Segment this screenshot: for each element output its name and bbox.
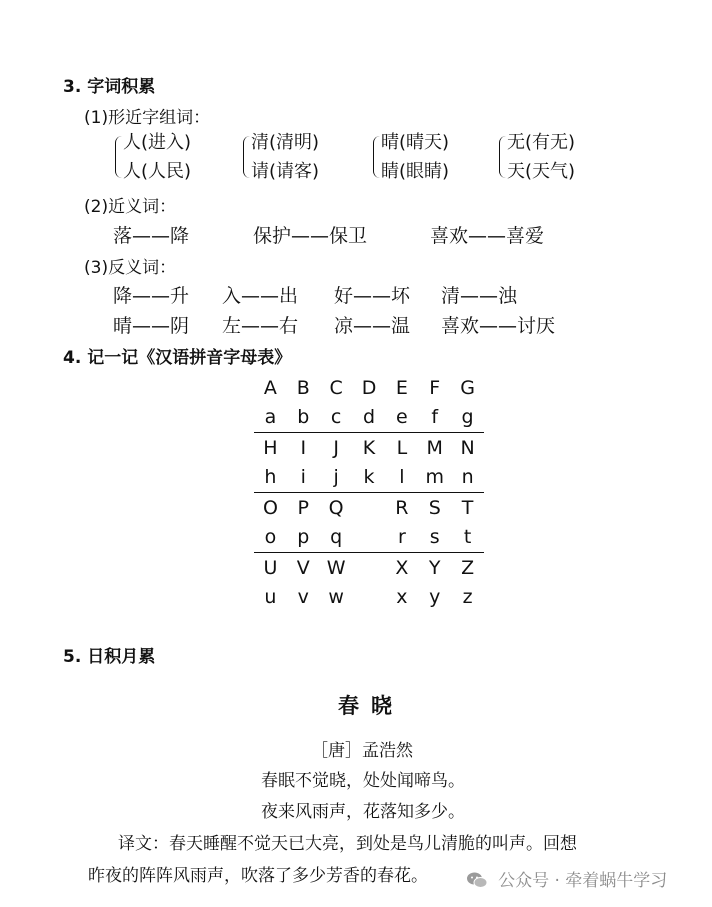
letter: R (395, 496, 409, 519)
letter: A (263, 376, 277, 399)
section-3-title: 3. 字词积累 (63, 77, 156, 97)
letter: D (361, 376, 377, 399)
letter: X (395, 556, 409, 579)
letter: M (426, 436, 443, 459)
word: 天(天气) (507, 161, 576, 182)
antonym-pair: 好——坏 (334, 285, 411, 307)
letter: B (296, 376, 310, 399)
letter: O (262, 496, 278, 519)
poem-line: 夜来风雨声，花落知多少。 (261, 802, 465, 822)
letter: m (425, 466, 444, 489)
wechat-icon (466, 871, 488, 893)
letter: a (264, 406, 277, 429)
brace-icon (115, 136, 123, 178)
word: 睛(眼睛) (381, 161, 450, 182)
synonym-pair: 落——降 (113, 225, 190, 247)
word: 请(请客) (251, 161, 320, 182)
letter: L (396, 436, 408, 459)
pinyin-alphabet-table (254, 373, 484, 612)
letter: Q (328, 496, 344, 519)
translation-line: 昨夜的阵阵风雨声，吹落了多少芳香的春花。 (88, 866, 428, 886)
letter: E (395, 376, 408, 399)
letter: v (297, 586, 309, 609)
section-5-title: 5. 日积月累 (63, 647, 156, 667)
letter: G (460, 376, 475, 399)
section-4-title: 4. 记一记《汉语拼音字母表》 (63, 348, 292, 368)
synonym-pair: 保护——保卫 (253, 225, 368, 247)
brace-icon (499, 136, 507, 178)
antonym-pair: 晴——阴 (113, 315, 190, 337)
word: 晴(晴天) (381, 132, 450, 153)
letter: q (330, 526, 343, 549)
synonym-pair: 喜欢——喜爱 (430, 225, 545, 247)
letter: C (329, 376, 343, 399)
poem-title: 春晓 (338, 693, 404, 718)
alphabet-row-lower (254, 583, 484, 613)
letter: e (396, 406, 408, 429)
antonym-pair: 左——右 (222, 315, 299, 337)
letter: P (297, 496, 310, 519)
letter: Z (461, 556, 475, 579)
letter: x (396, 586, 408, 609)
translation-line: 译文：春天睡醒不觉天已大亮，到处是鸟儿清脆的叫声。回想 (118, 834, 577, 854)
letter: s (429, 526, 440, 549)
letter: p (297, 526, 310, 549)
antonym-pair: 入——出 (222, 285, 299, 307)
letter: d (362, 406, 376, 429)
alphabet-row-upper (254, 493, 484, 523)
alphabet-row-lower (254, 463, 484, 494)
letter: l (399, 466, 405, 489)
letter: Y (428, 556, 441, 579)
alphabet-row-upper (254, 553, 484, 583)
brace-icon (243, 136, 251, 178)
watermark (466, 866, 667, 893)
poem-author: ［唐］孟浩然 (311, 741, 413, 761)
word: 人(进入) (123, 132, 192, 153)
letter: F (429, 376, 441, 399)
letter: o (264, 526, 277, 549)
letter: z (462, 586, 473, 609)
word: 清(清明) (251, 132, 320, 153)
letter: w (328, 586, 344, 609)
letter: K (362, 436, 376, 459)
alphabet-row-upper (254, 373, 484, 403)
letter: V (296, 556, 310, 579)
letter: W (326, 556, 346, 579)
word-pair (381, 128, 449, 186)
letter: r (397, 526, 406, 549)
antonym-pair: 清——浊 (441, 285, 518, 307)
letter: j (333, 466, 339, 489)
letter: k (363, 466, 375, 489)
letter: y (429, 586, 441, 609)
letter: b (297, 406, 310, 429)
letter: t (463, 526, 472, 549)
watermark-text: 公众号 · 牵着蜗牛学习 (498, 871, 668, 891)
antonym-pair: 喜欢——讨厌 (441, 315, 556, 337)
letter: U (263, 556, 278, 579)
letter: T (461, 496, 474, 519)
word-pair (251, 128, 319, 186)
letter: N (460, 436, 475, 459)
antonym-pair: 凉——温 (334, 315, 411, 337)
letter: u (264, 586, 277, 609)
letter: n (461, 466, 474, 489)
alphabet-row-lower (254, 523, 484, 554)
alphabet-row-upper (254, 433, 484, 463)
letter: g (461, 406, 474, 429)
letter: h (264, 466, 277, 489)
letter: i (300, 466, 306, 489)
similar-chars-heading: (1)形近字组词： (84, 108, 211, 128)
synonyms-heading: (2)近义词： (84, 197, 177, 217)
letter: c (330, 406, 342, 429)
letter: J (333, 436, 339, 459)
word: 无(有无) (507, 132, 576, 153)
alphabet-row-lower (254, 403, 484, 434)
word: 人(人民) (123, 161, 192, 182)
word-pair (123, 128, 191, 186)
letter: H (263, 436, 278, 459)
antonyms-heading: (3)反义词： (84, 258, 177, 278)
word-pair (507, 128, 575, 186)
antonym-pair: 降——升 (113, 285, 190, 307)
brace-icon (373, 136, 381, 178)
letter: f (431, 406, 439, 429)
letter: S (428, 496, 441, 519)
letter: I (300, 436, 307, 459)
poem-line: 春眠不觉晓，处处闻啼鸟。 (261, 771, 465, 791)
